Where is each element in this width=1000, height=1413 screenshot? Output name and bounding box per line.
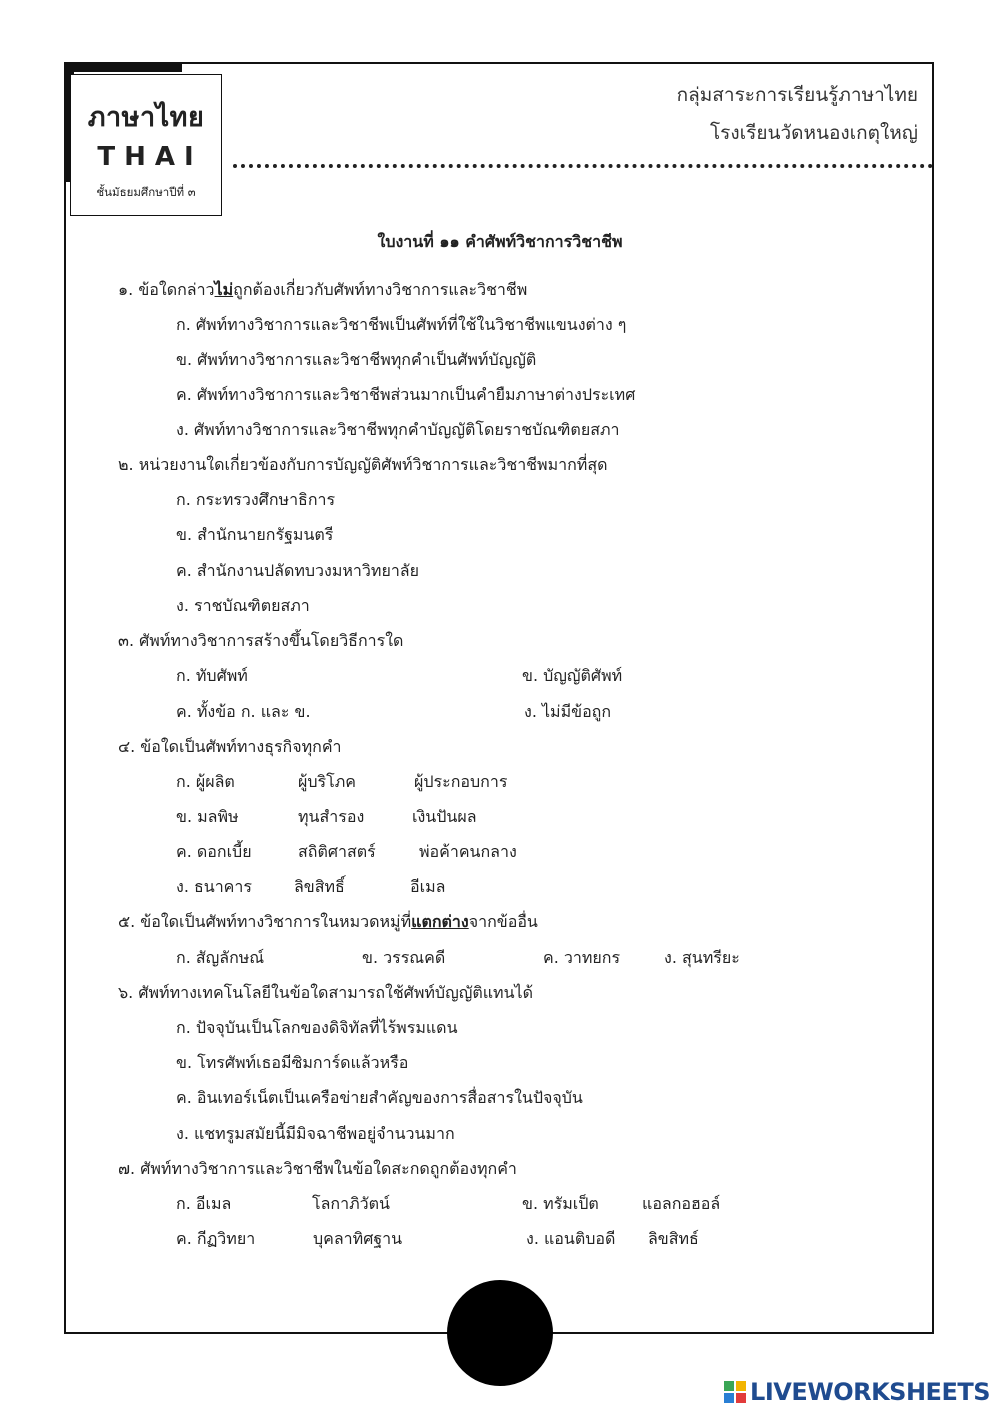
q7-c-word-1: ค. กีฏวิทยา bbox=[176, 1229, 256, 1248]
question-4: ๔. ข้อใดเป็นศัพท์ทางธุรกิจทุกคำ bbox=[118, 737, 342, 756]
q3-option-d[interactable]: ง. ไม่มีข้อถูก bbox=[524, 702, 612, 721]
q7-a-word-2: โลกาภิวัตน์ bbox=[312, 1194, 390, 1213]
q2-option-d[interactable]: ง. ราชบัณฑิตยสภา bbox=[176, 596, 310, 615]
q2-option-c[interactable]: ค. สำนักงานปลัดทบวงมหาวิทยาลัย bbox=[176, 561, 419, 580]
q7-d-word-2: ลิขสิทธ์ bbox=[648, 1229, 699, 1248]
q3-option-a[interactable]: ก. ทับศัพท์ bbox=[176, 666, 248, 685]
question-6: ๖. ศัพท์ทางเทคโนโลยีในข้อใดสามารถใช้ศัพท์บัญญัติแทนได้ bbox=[118, 983, 533, 1002]
question-2: ๒. หน่วยงานใดเกี่ยวข้องกับการบัญญัติศัพท์วิชาการและวิชาชีพมากที่สุด bbox=[118, 455, 608, 474]
question-3: ๓. ศัพท์ทางวิชาการสร้างขึ้นโดยวิธีการใด bbox=[118, 631, 404, 650]
logo-english: THAI bbox=[97, 142, 203, 172]
q4-d-word-3: อีเมล bbox=[410, 877, 446, 896]
logo-square-1 bbox=[724, 1381, 734, 1391]
q4-a-word-3: ผู้ประกอบการ bbox=[414, 772, 508, 791]
liveworksheets-logo-icon bbox=[724, 1381, 746, 1403]
q4-d-word-1: ง. ธนาคาร bbox=[176, 877, 252, 896]
q5-option-b[interactable]: ข. วรรณคดี bbox=[362, 948, 446, 967]
q4-b-word-3: เงินปันผล bbox=[412, 807, 477, 826]
question-7: ๗. ศัพท์ทางวิชาการและวิชาชีพในข้อใดสะกดถูกต้องทุกคำ bbox=[118, 1159, 517, 1178]
question-5: ๕. ข้อใดเป็นศัพท์ทางวิชาการในหมวดหมู่ที่แตกต่างจากข้ออื่น bbox=[118, 912, 538, 931]
question-5-emphasis: แตกต่าง bbox=[411, 912, 469, 931]
watermark-text: LIVEWORKSHEETS bbox=[750, 1378, 990, 1406]
q6-option-c[interactable]: ค. อินเทอร์เน็ตเป็นเครือข่ายสำคัญของการสื่อสารในปัจจุบัน bbox=[176, 1088, 583, 1107]
q7-b-word-1: ข. ทรัมเป็ต bbox=[522, 1194, 599, 1213]
q4-c-word-3: พ่อค้าคนกลาง bbox=[419, 842, 517, 861]
q4-b-word-2: ทุนสำรอง bbox=[298, 807, 365, 826]
logo-square-3 bbox=[724, 1393, 734, 1403]
q7-b-word-2: แอลกอฮอล์ bbox=[642, 1194, 721, 1213]
q5-option-a[interactable]: ก. สัญลักษณ์ bbox=[176, 948, 265, 967]
decorative-circle bbox=[447, 1280, 553, 1386]
q7-c-word-2: บุคลาทิศฐาน bbox=[313, 1229, 403, 1248]
q4-c-word-1: ค. ดอกเบี้ย bbox=[176, 842, 252, 861]
q6-option-b[interactable]: ข. โทรศัพท์เธอมีซิมการ์ดแล้วหรือ bbox=[176, 1053, 409, 1072]
q6-option-d[interactable]: ง. แชทรูมสมัยนี้มีมิจฉาชีพอยู่จำนวนมาก bbox=[176, 1124, 455, 1143]
subject-logo bbox=[70, 74, 222, 216]
q7-a-word-1: ก. อีเมล bbox=[176, 1194, 232, 1213]
q3-option-b[interactable]: ข. บัญญัติศัพท์ bbox=[522, 666, 623, 685]
q4-c-word-2: สถิติศาสตร์ bbox=[298, 842, 376, 861]
logo-square-4 bbox=[736, 1393, 746, 1403]
q3-option-c[interactable]: ค. ทั้งข้อ ก. และ ข. bbox=[176, 702, 311, 721]
q1-option-c[interactable]: ค. ศัพท์ทางวิชาการและวิชาชีพส่วนมากเป็นคำยืมภาษาต่างประเทศ bbox=[176, 385, 636, 404]
q6-option-a[interactable]: ก. ปัจจุบันเป็นโลกของดิจิทัลที่ไร้พรมแดน bbox=[176, 1018, 458, 1037]
q4-b-word-1: ข. มลพิษ bbox=[176, 807, 239, 826]
q5-option-d[interactable]: ง. สุนทรียะ bbox=[664, 948, 740, 967]
q7-d-word-1: ง. แอนติบอดี bbox=[526, 1229, 616, 1248]
logo-square-2 bbox=[736, 1381, 746, 1391]
q4-d-word-2: ลิขสิทธิ์ bbox=[294, 877, 345, 896]
q4-a-word-2: ผู้บริโภค bbox=[298, 772, 356, 791]
q1-option-b[interactable]: ข. ศัพท์ทางวิชาการและวิชาชีพทุกคำเป็นศัพท์บัญญัติ bbox=[176, 350, 537, 369]
question-1-emphasis: ไม่ bbox=[214, 280, 234, 299]
logo-grade: ชั้นมัธยมศึกษาปีที่ ๓ bbox=[96, 185, 196, 199]
school-name: โรงเรียนวัดหนองเกตุใหญ่ bbox=[709, 122, 918, 144]
q2-option-b[interactable]: ข. สำนักนายกรัฐมนตรี bbox=[176, 525, 334, 544]
liveworksheets-watermark bbox=[724, 1378, 990, 1406]
frame-corner-top bbox=[64, 62, 182, 72]
q5-option-c[interactable]: ค. วาทยกร bbox=[543, 948, 621, 967]
q4-a-word-1: ก. ผู้ผลิต bbox=[176, 772, 235, 791]
logo-thai: ภาษาไทย bbox=[87, 102, 205, 133]
dotted-divider bbox=[233, 164, 933, 168]
question-1: ๑. ข้อใดกล่าวไม่ถูกต้องเกี่ยวกับศัพท์ทางวิชาการและวิชาชีพ bbox=[118, 280, 528, 299]
department-name: กลุ่มสาระการเรียนรู้ภาษาไทย bbox=[676, 84, 918, 106]
q1-option-a[interactable]: ก. ศัพท์ทางวิชาการและวิชาชีพเป็นศัพท์ที่ใช้ในวิชาชีพแขนงต่าง ๆ bbox=[176, 315, 627, 334]
q2-option-a[interactable]: ก. กระทรวงศึกษาธิการ bbox=[176, 490, 336, 509]
q1-option-d[interactable]: ง. ศัพท์ทางวิชาการและวิชาชีพทุกคำบัญญัติโดยราชบัณฑิตยสภา bbox=[176, 420, 620, 439]
worksheet-title: ใบงานที่ ๑๑ คำศัพท์วิชาการวิชาชีพ bbox=[377, 232, 623, 251]
